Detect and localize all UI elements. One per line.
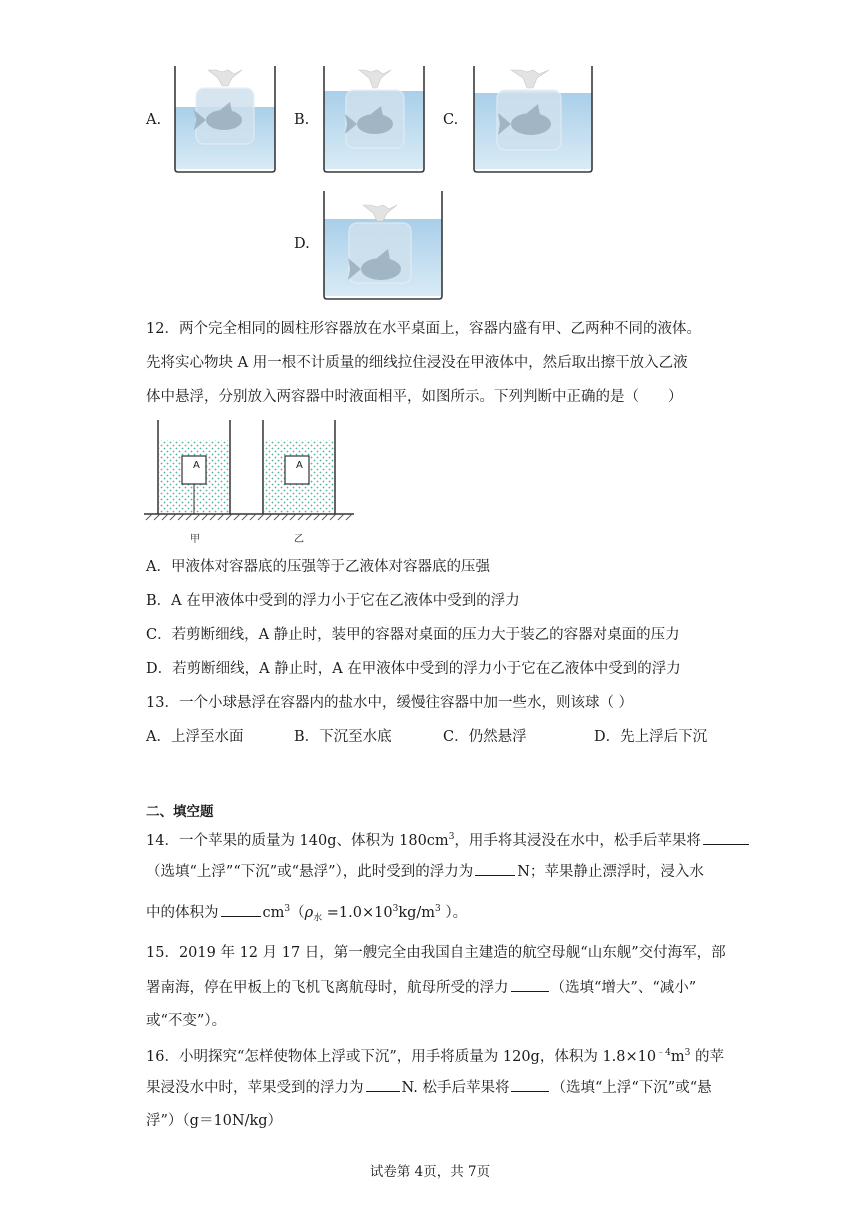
q12-stem-line1: 12．两个完全相同的圆柱形容器放在水平桌面上，容器内盛有甲、乙两种不同的液体。 [146,321,701,337]
figure-option-d [321,191,445,301]
option-a-label: A. [146,112,162,128]
block-a-left-label: A [193,460,200,471]
q15-blank-1[interactable] [511,977,549,992]
q12-choice-d: D．若剪断细线，A 静止时，A 在甲液体中受到的浮力小于它在乙液体中受到的浮力 [146,661,681,677]
block-a-right-label: A [296,460,303,471]
q14-blank-1[interactable] [703,830,749,845]
figure-option-b [321,66,427,174]
q15-line3: 或“不变”）。 [146,1013,227,1029]
q16-blank-1[interactable] [366,1077,400,1092]
q12-figure [142,420,356,544]
q14-line2: （选填“上浮”“下沉”或“悬浮”），此时受到的浮力为 N；苹果静止漂浮时，浸入水 [146,861,704,882]
q12-stem-line3: 体中悬浮，分别放入两容器中时液面相平，如图所示。下列判断中正确的是（ ） [146,389,683,405]
q16-blank-2[interactable] [511,1077,549,1092]
q16-line3: 浮”）（g＝10N/kg） [146,1113,283,1129]
q14-line1: 14．一个苹果的质量为 140g、体积为 $180cm^3$，用手将其浸没在水中，松手后苹果将 [146,827,751,851]
bag-icon [497,70,561,150]
q13-choice-d: D．先上浮后下沉 [594,729,708,745]
q12-stem-line2: 先将实心物块 A 用一根不计质量的细线拉住浸没在甲液体中，然后取出擦干放入乙液 [146,355,688,371]
section-title-fill-blank: 二、填空题 [146,804,214,820]
q13-choice-c: C．仍然悬浮 [443,729,527,745]
option-b-label: B. [294,112,310,128]
q14-blank-2[interactable] [475,861,515,876]
q13-choice-b: B．下沉至水底 [294,729,392,745]
q14-line3: 中的体积为 $cm^3(\rho_水 =1.0\times 10^3kg/m^3$ ）。 [146,899,467,929]
table-hatching [146,514,352,520]
q12-choice-b: B．A 在甲液体中受到的浮力小于它在乙液体中受到的浮力 [146,593,520,609]
label-jia: 甲 [190,534,200,545]
q13-stem: 13．一个小球悬浮在容器内的盐水中，缓慢往容器中加一些水，则该球（ ） [146,695,634,711]
q12-choice-a: A．甲液体对容器底的压强等于乙液体对容器底的压强 [146,559,490,575]
bag-icon [346,70,404,148]
page-footer: 试卷第 4页，共 7页 [369,1164,491,1180]
q13-choice-a: A．上浮至水面 [146,729,244,745]
figure-option-c [471,66,595,174]
figure-option-a [172,66,278,174]
q16-line2: 果浸没水中时，苹果受到的浮力为 N. 松手后苹果将 （选填“上浮“下沉”或“悬 [146,1077,712,1098]
label-yi: 乙 [294,534,304,545]
q16-line1: 16．小明探究“怎样使物体上浮或下沉”，用手将质量为 120g，体积为 $1.8\times 10^{﹣4}m^3$ 的苹 [146,1048,724,1065]
q15-line2: 署南海，停在甲板上的飞机飞离航母时，航母所受的浮力 （选填“增大”、“减小” [146,977,696,998]
q12-choice-c: C．若剪断细线，A 静止时，装甲的容器对桌面的压力大于装乙的容器对桌面的压力 [146,627,680,643]
option-c-label: C. [443,112,459,128]
q15-line1: 15．2019 年 12 月 17 日，第一艘完全由我国自主建造的航空母舰“山东舰”交付海军，部 [146,945,726,961]
q14-blank-3[interactable] [221,902,261,917]
option-d-label: D. [294,236,310,252]
